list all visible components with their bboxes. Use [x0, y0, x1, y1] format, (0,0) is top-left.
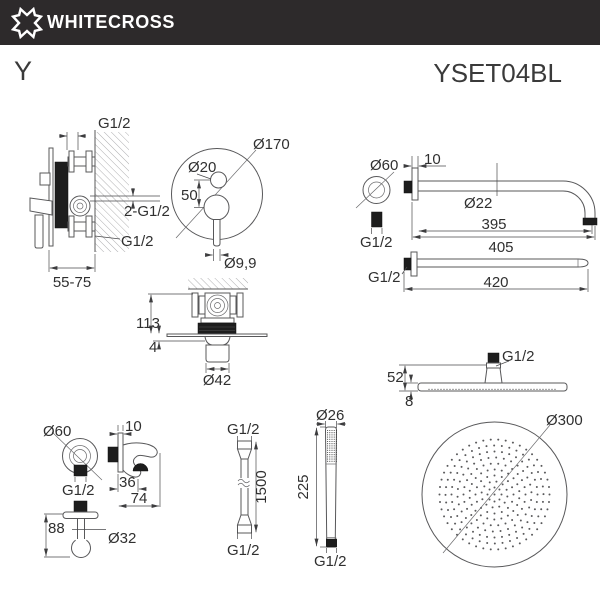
dim-label-outlet-drop: 88 — [48, 520, 65, 537]
dim-label-hose-thread-bottom: G1/2 — [227, 542, 260, 559]
dim-label-trim-diverter-diameter: Ø20 — [188, 159, 217, 176]
dim-label-valve-plate-gap: 4 — [149, 339, 158, 356]
dim-label-outlet-holder-length: 74 — [130, 490, 148, 507]
valve-top-view-drawing — [136, 278, 267, 389]
valve-side-view-drawing — [30, 115, 170, 291]
dim-label-outlet-plate-depth: 10 — [125, 418, 142, 435]
head-side-view-drawing — [387, 348, 567, 410]
dim-label-trim-lever-diameter: Ø9,9 — [224, 255, 257, 272]
dim-label-head-thread: G1/2 — [502, 348, 535, 365]
dim-label-outlet-flange-diameter: Ø60 — [43, 423, 72, 440]
dim-label-outlet-holder-offset: 36 — [119, 474, 136, 491]
shower-arm-drawing — [356, 151, 597, 292]
hand-shower-drawing — [295, 407, 347, 570]
dim-label-arm-thread-front: G1/2 — [360, 234, 393, 251]
dim-label-arm-tube-diameter: Ø22 — [464, 195, 493, 212]
shower-hose-drawing — [227, 421, 270, 559]
dim-label-trim-center-distance: 50 — [181, 187, 198, 204]
dim-label-valve-top-thread: G1/2 — [98, 115, 131, 132]
dim-label-hose-thread-top: G1/2 — [227, 421, 260, 438]
dim-label-outlet-hook-diameter: Ø32 — [108, 530, 137, 547]
dim-label-arm-length-mid: 405 — [488, 239, 514, 256]
head-top-view-drawing — [422, 412, 583, 567]
dim-label-arm-flange-diameter: Ø60 — [370, 157, 399, 174]
dim-label-outlet-thread: G1/2 — [62, 482, 95, 499]
dim-label-handshower-thread: G1/2 — [314, 553, 347, 570]
dim-label-hose-length: 1500 — [253, 470, 270, 504]
dim-label-valve-depth-range: 55-75 — [52, 274, 92, 291]
series-label: Y — [14, 56, 33, 86]
wall-outlet-drawing — [43, 418, 160, 558]
dim-label-head-diameter: Ø300 — [546, 412, 583, 429]
dim-label-valve-depth: 113 — [136, 315, 160, 332]
dim-label-arm-length-inner: 395 — [481, 216, 507, 233]
dim-label-valve-dual-thread: 2-G1/2 — [124, 203, 170, 220]
dim-label-handshower-length: 225 — [295, 474, 312, 500]
dim-label-valve-bottom-thread: G1/2 — [121, 233, 154, 250]
brand-name: WHITECROSS — [47, 12, 176, 32]
dim-label-handshower-diameter: Ø26 — [316, 407, 345, 424]
dim-label-arm-thread-top: G1/2 — [368, 269, 401, 286]
model-number: YSET04BL — [433, 58, 562, 88]
dim-label-trim-plate-diameter: Ø170 — [253, 136, 290, 153]
dim-label-valve-handle-diameter: Ø42 — [202, 372, 232, 389]
dim-label-head-height: 52 — [387, 369, 404, 386]
dim-label-arm-flange-depth: 10 — [424, 151, 441, 168]
trim-front-view-drawing — [172, 136, 290, 272]
dim-label-head-thickness: 8 — [405, 393, 414, 410]
dim-label-arm-length-total: 420 — [483, 274, 509, 291]
